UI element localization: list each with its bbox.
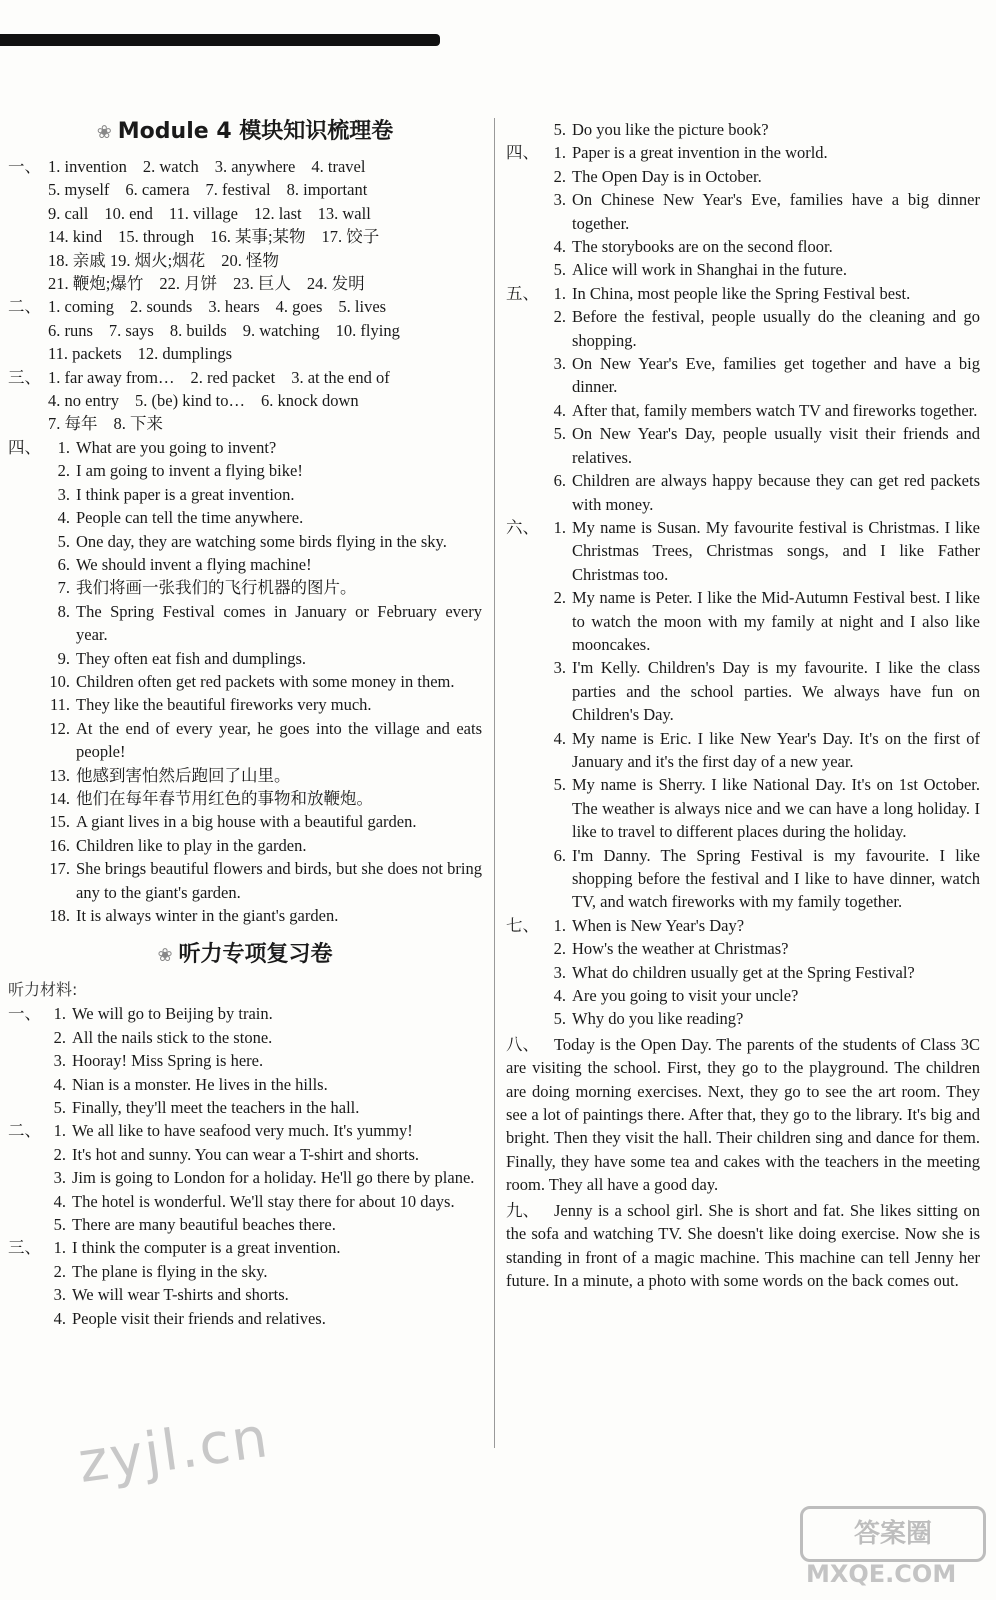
- item-text: Do you like the picture book?: [572, 120, 769, 139]
- item-text: 我们将画一张我们的飞行机器的图片。: [76, 578, 357, 598]
- word-answer: 1. coming: [48, 297, 114, 317]
- item-number: 8.: [57, 601, 70, 621]
- answer-row: [8, 412, 482, 435]
- answer-row: [506, 727, 980, 774]
- word-list: [8, 389, 482, 412]
- item-number: 6.: [553, 845, 566, 865]
- answer-row: [8, 904, 482, 927]
- answer-row: [8, 647, 482, 670]
- item-text: All the nails stick to the stone.: [72, 1027, 273, 1047]
- answer-row: [8, 1213, 482, 1236]
- answer-row: [8, 225, 482, 248]
- word-answer: 4. goes: [275, 297, 323, 317]
- word-list: [8, 202, 482, 225]
- answer-row: [8, 834, 482, 857]
- word-list: [8, 155, 482, 178]
- item-number: 13.: [49, 765, 70, 785]
- answer-row: [8, 1143, 482, 1166]
- answer-row: [506, 773, 980, 843]
- header-bar: [0, 34, 440, 46]
- item-number: 2.: [53, 1144, 66, 1164]
- item-number: 1.: [553, 283, 566, 303]
- answer-row: [8, 600, 482, 647]
- passage-nine: 九、 Jenny is a school girl. She is short and fat. She likes sitting on the sofa and watching TV. She doesn't like doing exercise. Now she is standing in front of a magic machine. This machine can tell Jenny her future. In a minute, a photo with some words on the back comes out.: [506, 1199, 980, 1293]
- answer-row: [506, 188, 980, 235]
- word-list: [8, 272, 482, 295]
- item-number: 4.: [553, 400, 566, 420]
- answer-row: [8, 717, 482, 764]
- word-answer: 16. 某事;某物: [210, 227, 306, 247]
- listening-label: 听力材料:: [8, 980, 78, 1000]
- answer-row: [8, 530, 482, 553]
- answer-row: [506, 258, 980, 281]
- answer-row: [8, 670, 482, 693]
- answer-row: [8, 1049, 482, 1072]
- answer-row: [8, 1260, 482, 1283]
- item-text: Children like to play in the garden.: [76, 835, 307, 855]
- word-answer: 9. watching: [242, 320, 320, 340]
- answer-row: [8, 1073, 482, 1096]
- item-text: When is New Year's Day?: [572, 915, 745, 935]
- item-number: 3.: [57, 484, 70, 504]
- answer-row: [8, 483, 482, 506]
- word-list: [8, 319, 482, 342]
- module-title: ❀ Module 4 模块知识梳理卷: [96, 119, 394, 144]
- vocab-sections: [8, 155, 482, 436]
- answer-row: [8, 249, 482, 272]
- answer-row: [8, 1026, 482, 1049]
- item-text: Children often get red packets with some money in them.: [76, 671, 455, 691]
- item-text: My name is Peter. I like the Mid-Autumn Festival best. I like to watch the moon with my family at night and I also like mooncakes.: [572, 588, 980, 654]
- item-number: 16.: [49, 835, 70, 855]
- word-answer: 5. myself: [48, 180, 110, 200]
- answer-row: [506, 516, 980, 586]
- item-text: Hooray! Miss Spring is here.: [72, 1051, 264, 1071]
- word-list: [8, 249, 482, 272]
- item-text: I'm Danny. The Spring Festival is my favourite. I like shopping before the festival and I like to have dinner, watch TV, and watch fireworks with my family together.: [572, 845, 980, 912]
- item-text: My name is Susan. My favourite festival is Christmas. I like Christmas Trees, Christmas songs, and I like Father Christmas too.: [572, 517, 980, 584]
- passage-text: Jenny is a school girl. She is short and fat. She likes sitting on the sofa and watching TV. She doesn't like doing exercise. Now she is standing in front of a magic machine. This machine can tell Jenny her future. In a minute, a photo with some words on the back comes out.: [506, 1200, 980, 1290]
- word-answer: 3. anywhere: [214, 157, 296, 176]
- item-number: 3.: [553, 190, 566, 210]
- item-text: We will wear T-shirts and shorts.: [72, 1285, 289, 1305]
- passage-eight: 八、 Today is the Open Day. The parents of the students of Class 3C are visiting the school. First, they go to the playground. The children are doing morning exercises. Next, they go to see the art room. They see a lot of paintings there. After that, they go to the library. It's big and bright. Then they visit the hall. Their children sing and dance for them. Finally, they have some tea and cakes with the teachers in the meeting room. They all have a good day.: [506, 1033, 980, 1197]
- item-text: The Open Day is in October.: [572, 166, 762, 186]
- word-list: [8, 295, 482, 318]
- answer-row: [506, 399, 980, 422]
- item-text: Nian is a monster. He lives in the hills.: [72, 1074, 328, 1094]
- answer-row: [8, 1166, 482, 1189]
- word-answer: 2. sounds: [130, 297, 193, 317]
- item-text: It is always winter in the giant's garden.: [76, 906, 339, 925]
- answer-row: [8, 1190, 482, 1213]
- watermark-url: MXQE.COM: [806, 1560, 957, 1588]
- item-number: 3.: [553, 658, 566, 678]
- item-text: There are many beautiful beaches there.: [72, 1215, 336, 1235]
- item-number: 15.: [49, 812, 70, 832]
- item-number: 2.: [553, 166, 566, 186]
- item-number: 10.: [49, 671, 70, 691]
- word-answer: 8. important: [286, 180, 368, 200]
- word-answer: 24. 发明: [306, 274, 365, 294]
- item-text: What do children usually get at the Spring Festival?: [572, 962, 915, 982]
- item-number: 1.: [53, 1121, 66, 1141]
- item-text: In China, most people like the Spring Festival best.: [572, 283, 911, 303]
- word-answer: 14. kind: [48, 227, 103, 247]
- answer-sections: [506, 118, 980, 1031]
- item-text: I think the computer is a great invention.: [72, 1238, 341, 1258]
- item-number: 5.: [553, 424, 566, 444]
- answer-row: [8, 693, 482, 716]
- item-text: What are you going to invent?: [76, 437, 277, 457]
- word-answer: 8. 下来: [113, 414, 163, 434]
- answer-row: [506, 422, 980, 469]
- item-text: One day, they are watching some birds flying in the sky.: [76, 531, 447, 551]
- item-text: Paper is a great invention in the world.: [572, 143, 828, 163]
- item-number: 3.: [53, 1168, 66, 1188]
- word-list: [8, 412, 482, 435]
- item-number: 2.: [553, 939, 566, 959]
- item-text: A giant lives in a big house with a beautiful garden.: [76, 812, 417, 832]
- item-number: 2.: [57, 461, 70, 481]
- answer-row: [506, 282, 980, 305]
- item-number: 4.: [553, 986, 566, 1006]
- answer-row: [8, 1236, 482, 1259]
- answer-row: [506, 1007, 980, 1030]
- listening-sections: [8, 1002, 482, 1330]
- paw-icon: ❀: [96, 122, 112, 143]
- item-text: My name is Sherry. I like National Day. It's on 1st October. The weather is always nice and we can have a long holiday. I like to travel to different places during the holiday.: [572, 775, 980, 842]
- item-text: She brings beautiful flowers and birds, but she does not bring any to the giant's garden.: [76, 859, 482, 902]
- word-answer: 11. village: [168, 203, 238, 223]
- answer-row: [8, 459, 482, 482]
- word-list: [8, 178, 482, 201]
- word-answer: 4. no entry: [48, 391, 120, 411]
- item-number: 4.: [553, 237, 566, 257]
- answer-row: [8, 202, 482, 225]
- word-answer: 1. far away from…: [48, 367, 175, 387]
- item-number: 1.: [553, 915, 566, 935]
- answer-row: [506, 586, 980, 656]
- answer-row: [506, 656, 980, 726]
- watermark-left: zyjl.cn: [74, 1404, 274, 1497]
- word-answer: 8. builds: [169, 320, 227, 340]
- section-number: 一、: [8, 157, 41, 176]
- word-answer: 6. knock down: [261, 391, 359, 411]
- item-number: 5.: [553, 1009, 566, 1029]
- item-number: 5.: [53, 1215, 66, 1235]
- answer-row: [8, 1283, 482, 1306]
- word-answer: 2. watch: [142, 157, 199, 176]
- item-number: 3.: [553, 354, 566, 374]
- paw-icon: ❀: [157, 945, 173, 967]
- item-text: On Chinese New Year's Eve, families have a big dinner together.: [572, 190, 980, 233]
- word-answer: 17. 饺子: [321, 227, 380, 247]
- answer-row: [506, 235, 980, 258]
- item-text: We should invent a flying machine!: [76, 554, 312, 574]
- item-number: 4.: [57, 508, 70, 528]
- passage-text: Today is the Open Day. The parents of the students of Class 3C are visiting the school. First, they go to the playground. The children are doing morning exercises. Next, they go to see the art room. They see a lot of paintings there. After that, they go to the library. It's big and bright. Then they visit the hall. Their children sing and dance for them. Finally, they have some tea and cakes with the teachers in the meeting room. They all have a good day.: [506, 1034, 980, 1195]
- item-number: 4.: [53, 1074, 66, 1094]
- word-answer: 6. runs: [48, 320, 93, 340]
- item-text: Are you going to visit your uncle?: [572, 986, 799, 1006]
- section-number: 三、: [8, 367, 41, 387]
- word-answer: 4. travel: [311, 157, 366, 176]
- word-answer: 15. through: [118, 227, 195, 247]
- answer-row: [8, 272, 482, 295]
- word-answer: 7. festival: [205, 180, 271, 200]
- item-number: 2.: [553, 588, 566, 608]
- answer-row: [8, 178, 482, 201]
- answer-row: [8, 295, 482, 318]
- word-answer: 20. 怪物: [221, 250, 279, 270]
- item-text: They often eat fish and dumplings.: [76, 648, 307, 668]
- section-number: 四、: [506, 143, 539, 163]
- answer-row: [8, 342, 482, 365]
- answer-row: [506, 141, 980, 164]
- item-text: They like the beautiful fireworks very much.: [76, 695, 372, 715]
- item-text: Children are always happy because they can get red packets with money.: [572, 471, 980, 514]
- word-answer: 11. packets: [48, 344, 122, 364]
- answer-row: [506, 844, 980, 914]
- item-number: 7.: [57, 578, 70, 598]
- section-number: 七、: [506, 915, 539, 935]
- word-answer: 5. lives: [338, 297, 387, 317]
- word-answer: 18. 亲戚 19. 烟火;烟花: [48, 250, 206, 270]
- answer-row: [8, 155, 482, 178]
- answer-row: [8, 1307, 482, 1330]
- item-text: Finally, they'll meet the teachers in the hall.: [72, 1098, 360, 1118]
- answer-row: [8, 553, 482, 576]
- item-number: 2.: [53, 1261, 66, 1281]
- word-answer: 7. says: [108, 320, 154, 340]
- answer-row: [506, 305, 980, 352]
- item-text: The Spring Festival comes in January or February every year.: [76, 601, 482, 645]
- word-answer: 1. invention: [48, 157, 127, 176]
- item-text: I think paper is a great invention.: [76, 484, 295, 504]
- item-number: 6.: [553, 471, 566, 491]
- item-number: 3.: [553, 962, 566, 982]
- word-answer: 23. 巨人: [233, 274, 291, 294]
- word-answer: 7. 每年: [48, 414, 98, 434]
- word-answer: 5. (be) kind to…: [135, 391, 246, 411]
- item-number: 5.: [57, 531, 70, 551]
- word-answer: 10. end: [104, 203, 153, 223]
- answer-row: [8, 1119, 482, 1142]
- word-answer: 12. dumplings: [137, 344, 233, 364]
- item-text: 他感到害怕然后跑回了山里。: [76, 765, 291, 785]
- section-number: 六、: [506, 517, 539, 537]
- answer-row: [506, 984, 980, 1007]
- item-number: 14.: [49, 788, 70, 808]
- left-column: [8, 108, 482, 1330]
- item-number: 4.: [553, 728, 566, 748]
- item-text: The hotel is wonderful. We'll stay there for about 10 days.: [72, 1191, 455, 1211]
- section-number: 一、: [8, 1004, 41, 1024]
- item-number: 5.: [553, 120, 566, 139]
- item-text: I am going to invent a flying bike!: [76, 461, 303, 481]
- right-column: [506, 118, 980, 1292]
- word-answer: 12. last: [253, 203, 302, 223]
- section-number: 五、: [506, 283, 539, 303]
- item-text: The storybooks are on the second floor.: [572, 237, 833, 257]
- watermark-logo: 答案圈: [800, 1506, 986, 1562]
- item-number: 3.: [53, 1051, 66, 1071]
- item-number: 5.: [53, 1098, 66, 1118]
- section-number: 三、: [8, 1238, 41, 1258]
- word-list: [8, 366, 482, 389]
- answer-row: [8, 787, 482, 810]
- item-text: On New Year's Eve, families get together and have a big dinner.: [572, 354, 980, 397]
- word-answer: 3. at the end of: [291, 367, 390, 387]
- item-number: 1.: [553, 143, 566, 163]
- answer-row: [8, 576, 482, 599]
- item-text: My name is Eric. I like New Year's Day. It's on the first of January and it's the first day of a new year.: [572, 728, 980, 771]
- item-number: 11.: [49, 695, 70, 715]
- word-answer: 9. call: [48, 203, 89, 223]
- word-answer: 6. camera: [125, 180, 190, 200]
- answer-row: [506, 352, 980, 399]
- answer-row: [506, 914, 980, 937]
- section-number: 二、: [8, 1121, 41, 1141]
- word-answer: 22. 月饼: [159, 274, 218, 294]
- item-number: 5.: [553, 260, 566, 280]
- listening-title: ❀ 听力专项复习卷: [157, 942, 333, 968]
- answer-row: [8, 389, 482, 412]
- section-four: [8, 436, 482, 928]
- item-number: 1.: [53, 1238, 66, 1258]
- item-text: The plane is flying in the sky.: [72, 1261, 268, 1281]
- answer-row: [506, 937, 980, 960]
- item-number: 1.: [57, 437, 70, 457]
- item-text: How's the weather at Christmas?: [572, 939, 789, 959]
- item-text: People can tell the time anywhere.: [76, 508, 304, 528]
- answer-row: [8, 1096, 482, 1119]
- item-number: 9.: [57, 648, 70, 668]
- answer-row: [8, 857, 482, 904]
- item-number: 4.: [53, 1308, 66, 1328]
- item-number: 2.: [53, 1027, 66, 1047]
- item-text: After that, family members watch TV and fireworks together.: [572, 400, 978, 420]
- item-text: 他们在每年春节用红色的事物和放鞭炮。: [76, 788, 373, 808]
- item-text: On New Year's Day, people usually visit their friends and relatives.: [572, 424, 980, 467]
- item-text: We all like to have seafood very much. It's yummy!: [72, 1121, 413, 1141]
- item-number: 1.: [53, 1004, 66, 1024]
- item-text: We will go to Beijing by train.: [72, 1004, 273, 1024]
- item-number: 17.: [49, 859, 70, 879]
- answer-row: [8, 764, 482, 787]
- word-answer: 3. hears: [208, 297, 260, 317]
- answer-row: [8, 810, 482, 833]
- item-number: 4.: [53, 1191, 66, 1211]
- word-answer: 10. flying: [335, 320, 400, 340]
- word-list: [8, 342, 482, 365]
- item-number: 6.: [57, 554, 70, 574]
- answer-row: [506, 469, 980, 516]
- answer-row: [506, 118, 980, 141]
- item-text: I'm Kelly. Children's Day is my favourite. I like the class parties and the school parties. We always have fun on Children's Day.: [572, 658, 980, 725]
- item-text: It's hot and sunny. You can wear a T-shirt and shorts.: [72, 1144, 419, 1164]
- answer-row: [8, 319, 482, 342]
- column-divider: [494, 118, 495, 1448]
- item-number: 5.: [553, 775, 566, 795]
- item-text: Jim is going to London for a holiday. He'll go there by plane.: [72, 1168, 475, 1188]
- item-number: 3.: [53, 1285, 66, 1305]
- item-number: 18.: [49, 906, 70, 925]
- item-text: Alice will work in Shanghai in the future.: [572, 260, 847, 280]
- section-number: 二、: [8, 297, 41, 317]
- answer-row: [8, 1002, 482, 1025]
- word-answer: 13. wall: [317, 203, 371, 223]
- item-text: Why do you like reading?: [572, 1009, 744, 1029]
- item-text: People visit their friends and relatives.: [72, 1308, 326, 1328]
- item-text: Before the festival, people usually do the cleaning and go shopping.: [572, 307, 980, 350]
- answer-row: [506, 961, 980, 984]
- item-number: 1.: [553, 517, 566, 537]
- item-number: 2.: [553, 307, 566, 327]
- answer-row: [8, 506, 482, 529]
- word-answer: 2. red packet: [190, 367, 276, 387]
- item-number: 12.: [49, 718, 70, 738]
- item-text: At the end of every year, he goes into the village and eats people!: [76, 718, 482, 762]
- answer-row: [506, 165, 980, 188]
- answer-row: [8, 436, 482, 459]
- section-number: 四、: [8, 437, 41, 457]
- answer-row: [8, 366, 482, 389]
- word-list: [8, 225, 482, 248]
- word-answer: 21. 鞭炮;爆竹: [48, 274, 144, 294]
